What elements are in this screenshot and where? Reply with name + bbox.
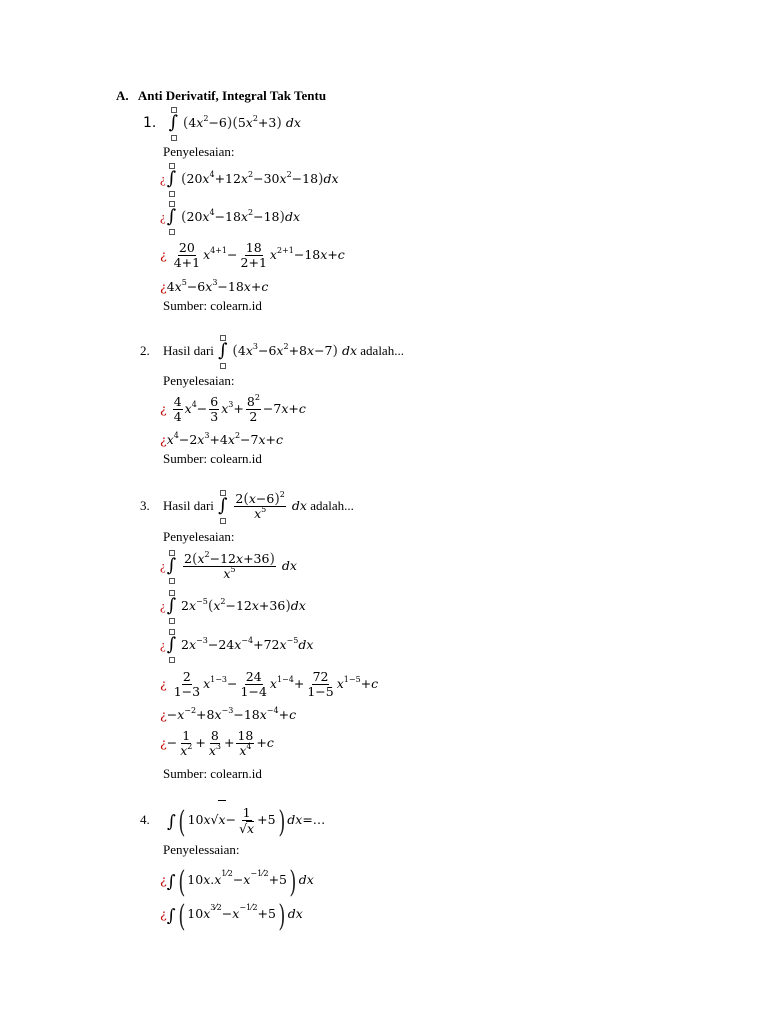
problem-2-step-2: ¿$x^4-2x^3+4x^2-7x+c$ <box>160 431 284 447</box>
integral-sign: ∫ <box>166 201 178 235</box>
problem-1-step-1: ¿ ∫ $(20x^4+12x^2-30x^2-18)dx$ <box>160 162 339 196</box>
integral-sign: ∫ <box>166 906 176 926</box>
problem-4-question: 4. ∫( 10x√x− $\frac{1}{√x}$ +5) dx=… <box>140 800 325 838</box>
fraction: $\frac{24}{1-4}$ <box>240 669 267 699</box>
source-text: Sumber: colearn.id <box>163 451 262 466</box>
problem-1-question <box>143 106 301 140</box>
fraction: $\frac{1}{√x}$ <box>239 804 255 836</box>
question-prefix: Hasil dari <box>163 343 214 358</box>
question-suffix: adalah... <box>360 343 404 358</box>
question-mark: ¿ <box>160 171 166 186</box>
source-text: Sumber: colearn.id <box>163 766 262 781</box>
fraction: $\frac{20}{4+1}$ <box>173 240 201 270</box>
problem-3-step-6: ¿− $\frac{1}{x^2}$ + $\frac{8}{x^3}$ + $\frac{18}{x^4}$ +c <box>160 728 274 758</box>
fraction: $\frac{2(x-6)^2}{x^5}$ <box>235 490 285 521</box>
problem-1-step-3: ¿ $\frac{20}{4+1}$ $x^{4+1}-$ $\frac{18}{2+1}$ $x^{2+1}-18x+c$ <box>160 240 345 270</box>
solution-label: Penyelesaian: <box>163 529 235 544</box>
fraction: $\frac{2}{1-3}$ <box>173 669 201 699</box>
solution-label: Penyelesaian: <box>163 144 235 159</box>
integral-sign: ∫ <box>217 335 229 369</box>
integral-sign: ∫ <box>166 550 178 584</box>
problem-2-step-1: ¿ $\frac{4}{4}$ $x^4-$ $\frac{6}{3}$ $x^3+$ $\frac{8^2}{2}$ −7x+c <box>160 393 306 424</box>
fraction: $\frac{2(x^2-12x+36)}{x^5}$ <box>184 550 275 581</box>
integrand: $(4x^2-6)(5x^2+3)$ dx <box>182 114 301 131</box>
fraction: $\frac{18}{2+1}$ <box>240 240 267 270</box>
fraction: $\frac{72}{1-5}$ <box>307 669 334 699</box>
section-letter: A. <box>116 88 129 103</box>
integral-sign: ∫ <box>166 163 178 197</box>
problem-4-step-2: ¿∫( $10x^{3⁄2}-x^{-1⁄2}+5$) dx <box>160 899 303 934</box>
fraction: $\frac{8}{x^3}$ <box>208 728 221 758</box>
integral-sign: ∫ <box>166 872 176 892</box>
integral-sign: ∫ <box>167 812 176 832</box>
problem-number: 4. <box>140 812 150 827</box>
problem-4-step-1: ¿∫( $10x.x^{1⁄2}-x^{-1⁄2}+5$) dx <box>160 865 314 900</box>
problem-3-question: 3. Hasil dari ∫ $\frac{2(x-6)^2}{x^5}$ dx adalah... <box>140 488 354 524</box>
integral-sign: ∫ <box>166 629 178 663</box>
fraction: $\frac{8^2}{2}$ <box>246 393 260 424</box>
fraction: $\frac{1}{x^2}$ <box>180 728 193 758</box>
fraction: $\frac{6}{3}$ <box>210 394 219 424</box>
problem-number: 2. <box>140 343 150 358</box>
problem-3-step-4: ¿ $\frac{2}{1-3}$ $x^{1-3}-$ $\frac{24}{1-4}$ $x^{1-4}+$ $\frac{72}{1-5}$ $x^{1-5}+c$ <box>160 669 379 699</box>
source-text: Sumber: colearn.id <box>163 298 262 313</box>
problem-3-step-5: ¿$-x^{-2}+8x^{-3}-18x^{-4}+c$ <box>160 706 297 722</box>
problem-number: 1. <box>143 115 157 131</box>
problem-number: 3. <box>140 498 150 513</box>
fraction: $\frac{4}{4}$ <box>173 394 182 424</box>
section-title: Anti Derivatif, Integral Tak Tentu <box>137 88 327 103</box>
problem-3-step-1: ¿ ∫ $\frac{2(x^2-12x+36)}{x^5}$ dx <box>160 548 297 584</box>
question-prefix: Hasil dari <box>163 498 214 513</box>
section-heading <box>116 88 326 104</box>
question-suffix: adalah... <box>310 498 354 513</box>
question-mark: ¿ <box>160 209 166 224</box>
problem-1-step-2: ¿ ∫ $(20x^4-18x^2-18)dx$ <box>160 200 300 234</box>
integral-sign: ∫ <box>217 490 229 524</box>
fraction: $\frac{18}{x^4}$ <box>237 728 254 758</box>
solution-label: Penyelessaian: <box>163 842 240 857</box>
integral-sign: ∫ <box>166 590 178 624</box>
integral-sign: ∫ <box>168 107 180 141</box>
problem-1-step-4: ¿$4x^5-6x^3-18x+c$ <box>160 278 269 294</box>
solution-label: Penyelesaian: <box>163 373 235 388</box>
problem-2-question: 2. Hasil dari ∫ $(4x^3-6x^2+8x-7)$ dx adalah... <box>140 334 404 368</box>
problem-3-step-2: ¿ ∫ $2x^{-5}(x^2-12x+36)dx$ <box>160 589 306 623</box>
problem-3-step-3: ¿ ∫ $2x^{-3}-24x^{-4}+72x^{-5}dx$ <box>160 628 313 662</box>
